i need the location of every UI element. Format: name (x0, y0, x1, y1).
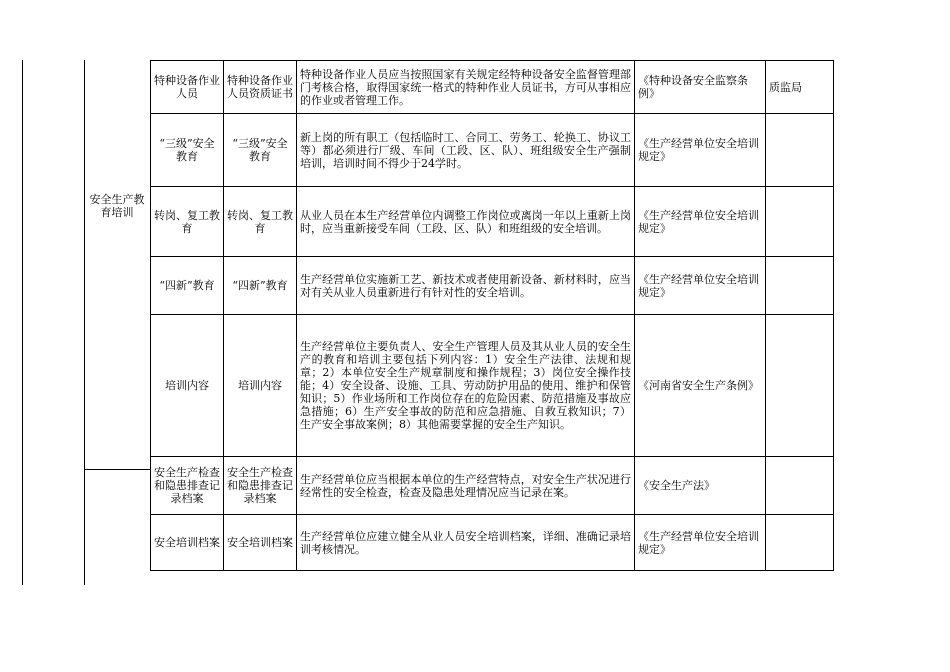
table-row (151, 315, 834, 457)
dept-cell (766, 257, 834, 315)
basis-cell: 《安全生产法》 (635, 457, 766, 515)
left-border-line (22, 60, 23, 585)
dept-cell (766, 114, 834, 187)
requirement-cell: 新上岗的所有职工（包括临时工、合同工、劳务工、轮换工、协议工等）都必须进行厂级、车间（工段、区、队）、班组级安全生产强制培训，培训时间不得少于24学时。 (297, 114, 635, 187)
table-row (151, 61, 834, 114)
record-cell: 培训内容 (224, 315, 297, 457)
item-cell: 转岗、复工教育 (151, 187, 224, 257)
record-cell: 特种设备作业人员资质证书 (224, 61, 297, 114)
basis-cell: 《生产经营单位安全培训规定》 (635, 515, 766, 571)
item-cell: 安全培训档案 (151, 515, 224, 571)
requirement-cell: 生产经营单位应建立健全从业人员安全培训档案，详细、准确记录培训考核情况。 (297, 515, 635, 571)
record-cell: 安全培训档案 (224, 515, 297, 571)
record-cell: “三级”安全教育 (224, 114, 297, 187)
item-cell: 安全生产检查和隐患排查记录档案 (151, 457, 224, 515)
basis-cell: 《生产经营单位安全培训规定》 (635, 187, 766, 257)
item-cell: 特种设备作业人员 (151, 61, 224, 114)
dept-cell (766, 457, 834, 515)
basis-cell: 《生产经营单位安全培训规定》 (635, 257, 766, 315)
record-cell: “四新”教育 (224, 257, 297, 315)
dept-cell: 质监局 (766, 61, 834, 114)
record-cell: 转岗、复工教育 (224, 187, 297, 257)
dept-cell (766, 187, 834, 257)
category-divider (84, 469, 150, 470)
table-row (151, 114, 834, 187)
category-left-line (84, 60, 85, 585)
requirements-table (150, 60, 834, 571)
table-row (151, 187, 834, 257)
table-row (151, 457, 834, 515)
basis-cell: 《河南省安全生产条例》 (635, 315, 766, 457)
dept-cell (766, 515, 834, 571)
dept-cell (766, 315, 834, 457)
basis-cell: 《特种设备安全监察条例》 (635, 61, 766, 114)
record-cell: 安全生产检查和隐患排查记录档案 (224, 457, 297, 515)
requirement-cell: 生产经营单位应当根据本单位的生产经营特点，对安全生产状况进行经常性的安全检查，检查及隐患处理情况应当记录在案。 (297, 457, 635, 515)
requirement-cell: 从业人员在本生产经营单位内调整工作岗位或离岗一年以上重新上岗时，应当重新接受车间（工段、区、队）和班组级的安全培训。 (297, 187, 635, 257)
basis-cell: 《生产经营单位安全培训规定》 (635, 114, 766, 187)
item-cell: “四新”教育 (151, 257, 224, 315)
table-row (151, 257, 834, 315)
category-label: 安全生产教育培训 (89, 193, 145, 219)
item-cell: “三级”安全教育 (151, 114, 224, 187)
requirement-cell: 生产经营单位主要负责人、安全生产管理人员及其从业人员的安全生产的教育和培训主要包括下列内容：1）安全生产法律、法规和规章；2）本单位安全生产规章制度和操作规程；3）岗位安全操作技能；4）安全设备、设施、工具、劳动防护用品的使用、维护和保管知识；5）作业场所和工作岗位存在的危险因素、防范措施及事故应急措施；6）生产安全事故的防范和应急措施、自救互救知识；7）生产安全事故案例；8）其他需要掌握的安全生产知识。 (297, 315, 635, 457)
item-cell: 培训内容 (151, 315, 224, 457)
requirement-cell: 生产经营单位实施新工艺、新技术或者使用新设备、新材料时，应当对有关从业人员重新进行有针对性的安全培训。 (297, 257, 635, 315)
table-row (151, 515, 834, 571)
requirement-cell: 特种设备作业人员应当按照国家有关规定经特种设备安全监督管理部门考核合格，取得国家统一格式的特种作业人员证书，方可从事相应的作业或者管理工作。 (297, 61, 635, 114)
